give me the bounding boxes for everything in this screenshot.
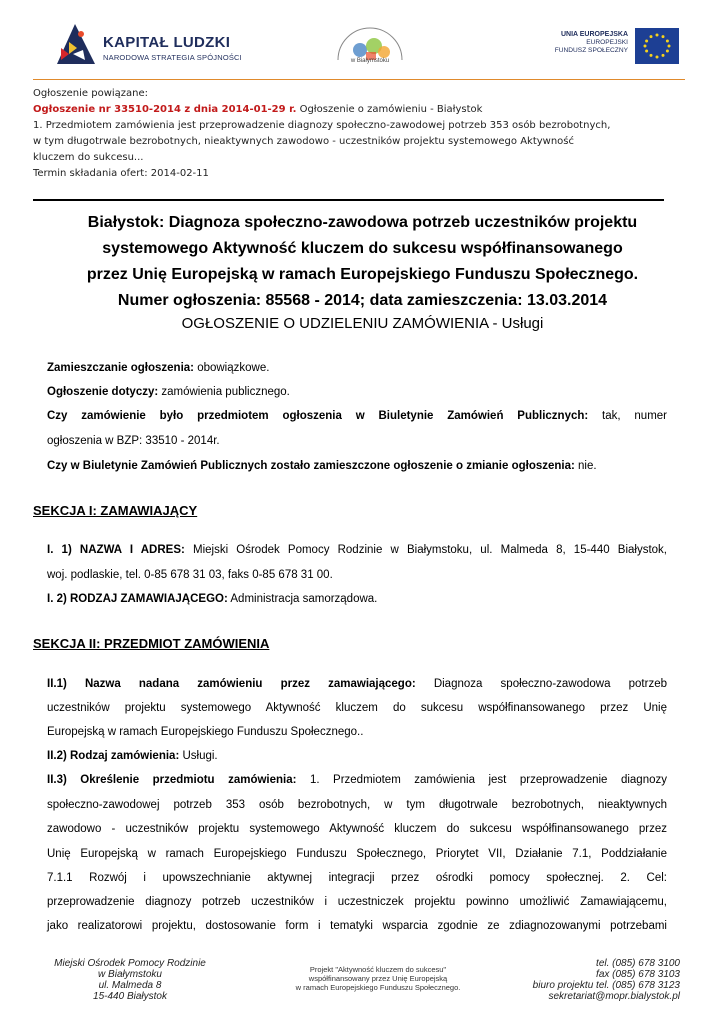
s2-name-line-2: uczestników projektu systemowego Aktywność kluczem do sukcesu współfinansowanego przez Unię [47, 702, 667, 714]
s2-name-value: Diagnoza społeczno-zawodowa potrzeb [415, 678, 667, 690]
change-row [47, 459, 667, 473]
header-divider [33, 79, 685, 80]
s2-name-label: II.1) Nazwa nadana zamówieniu przez zamawiającego: [47, 678, 416, 690]
s2-name-line-3: Europejską w ramach Europejskiego Funduszu Społecznego.. [47, 726, 364, 738]
mopr-logo-text: w Białymstoku [350, 58, 390, 64]
footer-address [40, 958, 220, 1002]
s1-name-row [47, 543, 667, 557]
bzp-number: ogłoszenia w BZP: 33510 - 2014r. [47, 435, 220, 447]
footer-project-phone: biuro projektu tel. (085) 678 3123 [532, 980, 680, 991]
footer-project-line-3: w ramach Europejskiego Funduszu Społecznego. [295, 983, 461, 992]
s2-desc-line-2: społeczno-zawodowej potrzeb 353 osób bezrobotnych, w tym długotrwale bezrobotnych, nieaktywnych [47, 799, 667, 811]
s2-desc-line-6: przeprowadzenie diagnozy potrzeb uczestników i uczestniczek projektu powinno umożliwić Zamawiającemu, [47, 896, 667, 908]
eu-title: UNIA EUROPEJSKA [560, 31, 628, 38]
footer-project-line-1: Projekt "Aktywność kluczem do sukcesu" [309, 965, 447, 974]
s2-desc-label: II.3) Określenie przedmiotu zamówienia: [47, 774, 297, 786]
s2-desc-row [47, 773, 667, 787]
related-label: Ogłoszenie powiązane: [33, 88, 149, 99]
s1-name-line-2: woj. podlaskie, tel. 0-85 678 31 03, faks 0-85 678 31 00. [47, 569, 333, 581]
s2-desc-line-7: jako realizatorowi projektu, dostosowanie form i tematyki wsparcia zgodnie ze zdiagnozowanymi potrzebami [47, 920, 667, 932]
section-2-heading: SEKCJA II: PRZEDMIOT ZAMÓWIENIA [33, 636, 270, 651]
s2-kind-label: II.2) Rodzaj zamówienia: [47, 750, 180, 762]
kapital-ludzki-title: KAPITAŁ LUDZKI [103, 34, 231, 51]
notice-type: OGŁOSZENIE O UDZIELENIU ZAMÓWIENIA - Usługi [181, 315, 544, 332]
concerns-label: Ogłoszenie dotyczy: [47, 386, 159, 398]
related-divider [33, 199, 664, 201]
s2-desc-value: 1. Przedmiotem zamówienia jest przeprowadzenie diagnozy [296, 774, 667, 786]
related-notice-suffix: Ogłoszenie o zamówieniu - Białystok [296, 104, 483, 115]
concerns-value: zamówienia publicznego. [158, 386, 290, 398]
footer-contact [490, 958, 680, 1002]
change-value: nie. [574, 460, 597, 472]
bzp-row [47, 409, 667, 423]
s2-kind-row [47, 749, 667, 763]
footer-street: ul. Malmeda 8 [98, 980, 162, 991]
title-line-1: Białystok: Diagnoza społeczno-zawodowa potrzeb uczestników projektu [87, 214, 638, 231]
s2-desc-line-3: zawodowo - uczestników projektu systemowego Aktywność kluczem do sukcesu współfinansowanego przez [47, 823, 667, 835]
kapital-ludzki-subtitle: NARODOWA STRATEGIA SPÓJNOŚCI [103, 53, 242, 62]
change-label: Czy w Biuletynie Zamówień Publicznych zostało zamieszczone ogłoszenie o zmianie ogłoszenia: [47, 460, 575, 472]
s1-type-row [47, 592, 667, 606]
publication-value: obowiązkowe. [194, 362, 270, 374]
footer-postcode: 15-440 Białystok [93, 991, 167, 1002]
s1-type-label: I. 2) RODZAJ ZAMAWIAJĄCEGO: [47, 593, 228, 605]
title-line-2: systemowego Aktywność kluczem do sukcesu współfinansowanego [102, 240, 623, 257]
footer-city: w Białymstoku [98, 969, 162, 980]
footer-project-line-2: współfinansowany przez Unię Europejską [308, 974, 448, 983]
publication-label: Zamieszczanie ogłoszenia: [47, 362, 194, 374]
related-notice-link[interactable]: Ogłoszenie nr 33510-2014 z dnia 2014-01-29 r. [33, 104, 297, 115]
s2-desc-line-5: 7.1.1 Rozwój i upowszechnianie aktywnej integracji przez ośrodki pomocy społecznej. 2. Cel: [47, 872, 667, 884]
mopr-logo [330, 22, 410, 72]
s1-name-value: Miejski Ośrodek Pomocy Rodzinie w Białymstoku, ul. Malmeda 8, 15-440 Białystok, [184, 544, 667, 556]
section-1-heading: SEKCJA I: ZAMAWIAJĄCY [33, 503, 198, 518]
related-desc-2: w tym długotrwale bezrobotnych, nieaktywnych zawodowo - uczestników projektu systemowego Aktywność [33, 136, 575, 147]
eu-line2: FUNDUSZ SPOŁECZNY [554, 47, 628, 54]
s2-kind-value: Usługi. [179, 750, 218, 762]
footer-org-name: Miejski Ośrodek Pomocy Rodzinie [54, 958, 206, 969]
footer-project [268, 965, 488, 992]
bzp-value: tak, numer [588, 410, 668, 422]
related-deadline: Termin składania ofert: 2014-02-11 [33, 168, 209, 179]
s2-desc-line-4: Unię Europejską w ramach Europejskiego Funduszu Społecznego, Priorytet VII, Działanie 7.1, Poddziałanie [47, 848, 667, 860]
related-desc-1: 1. Przedmiotem zamówienia jest przeprowadzenie diagnozy społeczno-zawodowej potrzeb 353 osób bezrobotnych, [33, 120, 611, 131]
eu-label [536, 30, 628, 55]
eu-line1: EUROPEJSKI [586, 39, 628, 46]
s1-type-value: Administracja samorządowa. [227, 593, 378, 605]
concerns-row [47, 385, 667, 399]
related-desc-3: kluczem do sukcesu... [33, 152, 144, 163]
eu-flag-icon [635, 28, 679, 64]
footer-fax: fax (085) 678 3103 [596, 969, 680, 980]
title-line-3: przez Unię Europejską w ramach Europejskiego Funduszu Społecznego. [86, 266, 639, 283]
s1-name-label: I. 1) NAZWA I ADRES: [47, 544, 185, 556]
bzp-label: Czy zamówienie było przedmiotem ogłoszenia w Biuletynie Zamówień Publicznych: [47, 410, 589, 422]
s2-name-row [47, 677, 667, 691]
title-line-4: Numer ogłoszenia: 85568 - 2014; data zamieszczenia: 13.03.2014 [117, 292, 608, 309]
related-notice [33, 102, 482, 118]
footer-phone: tel. (085) 678 3100 [596, 958, 680, 969]
footer-email[interactable]: sekretariat@mopr.bialystok.pl [548, 991, 680, 1002]
publication-row [47, 361, 667, 375]
